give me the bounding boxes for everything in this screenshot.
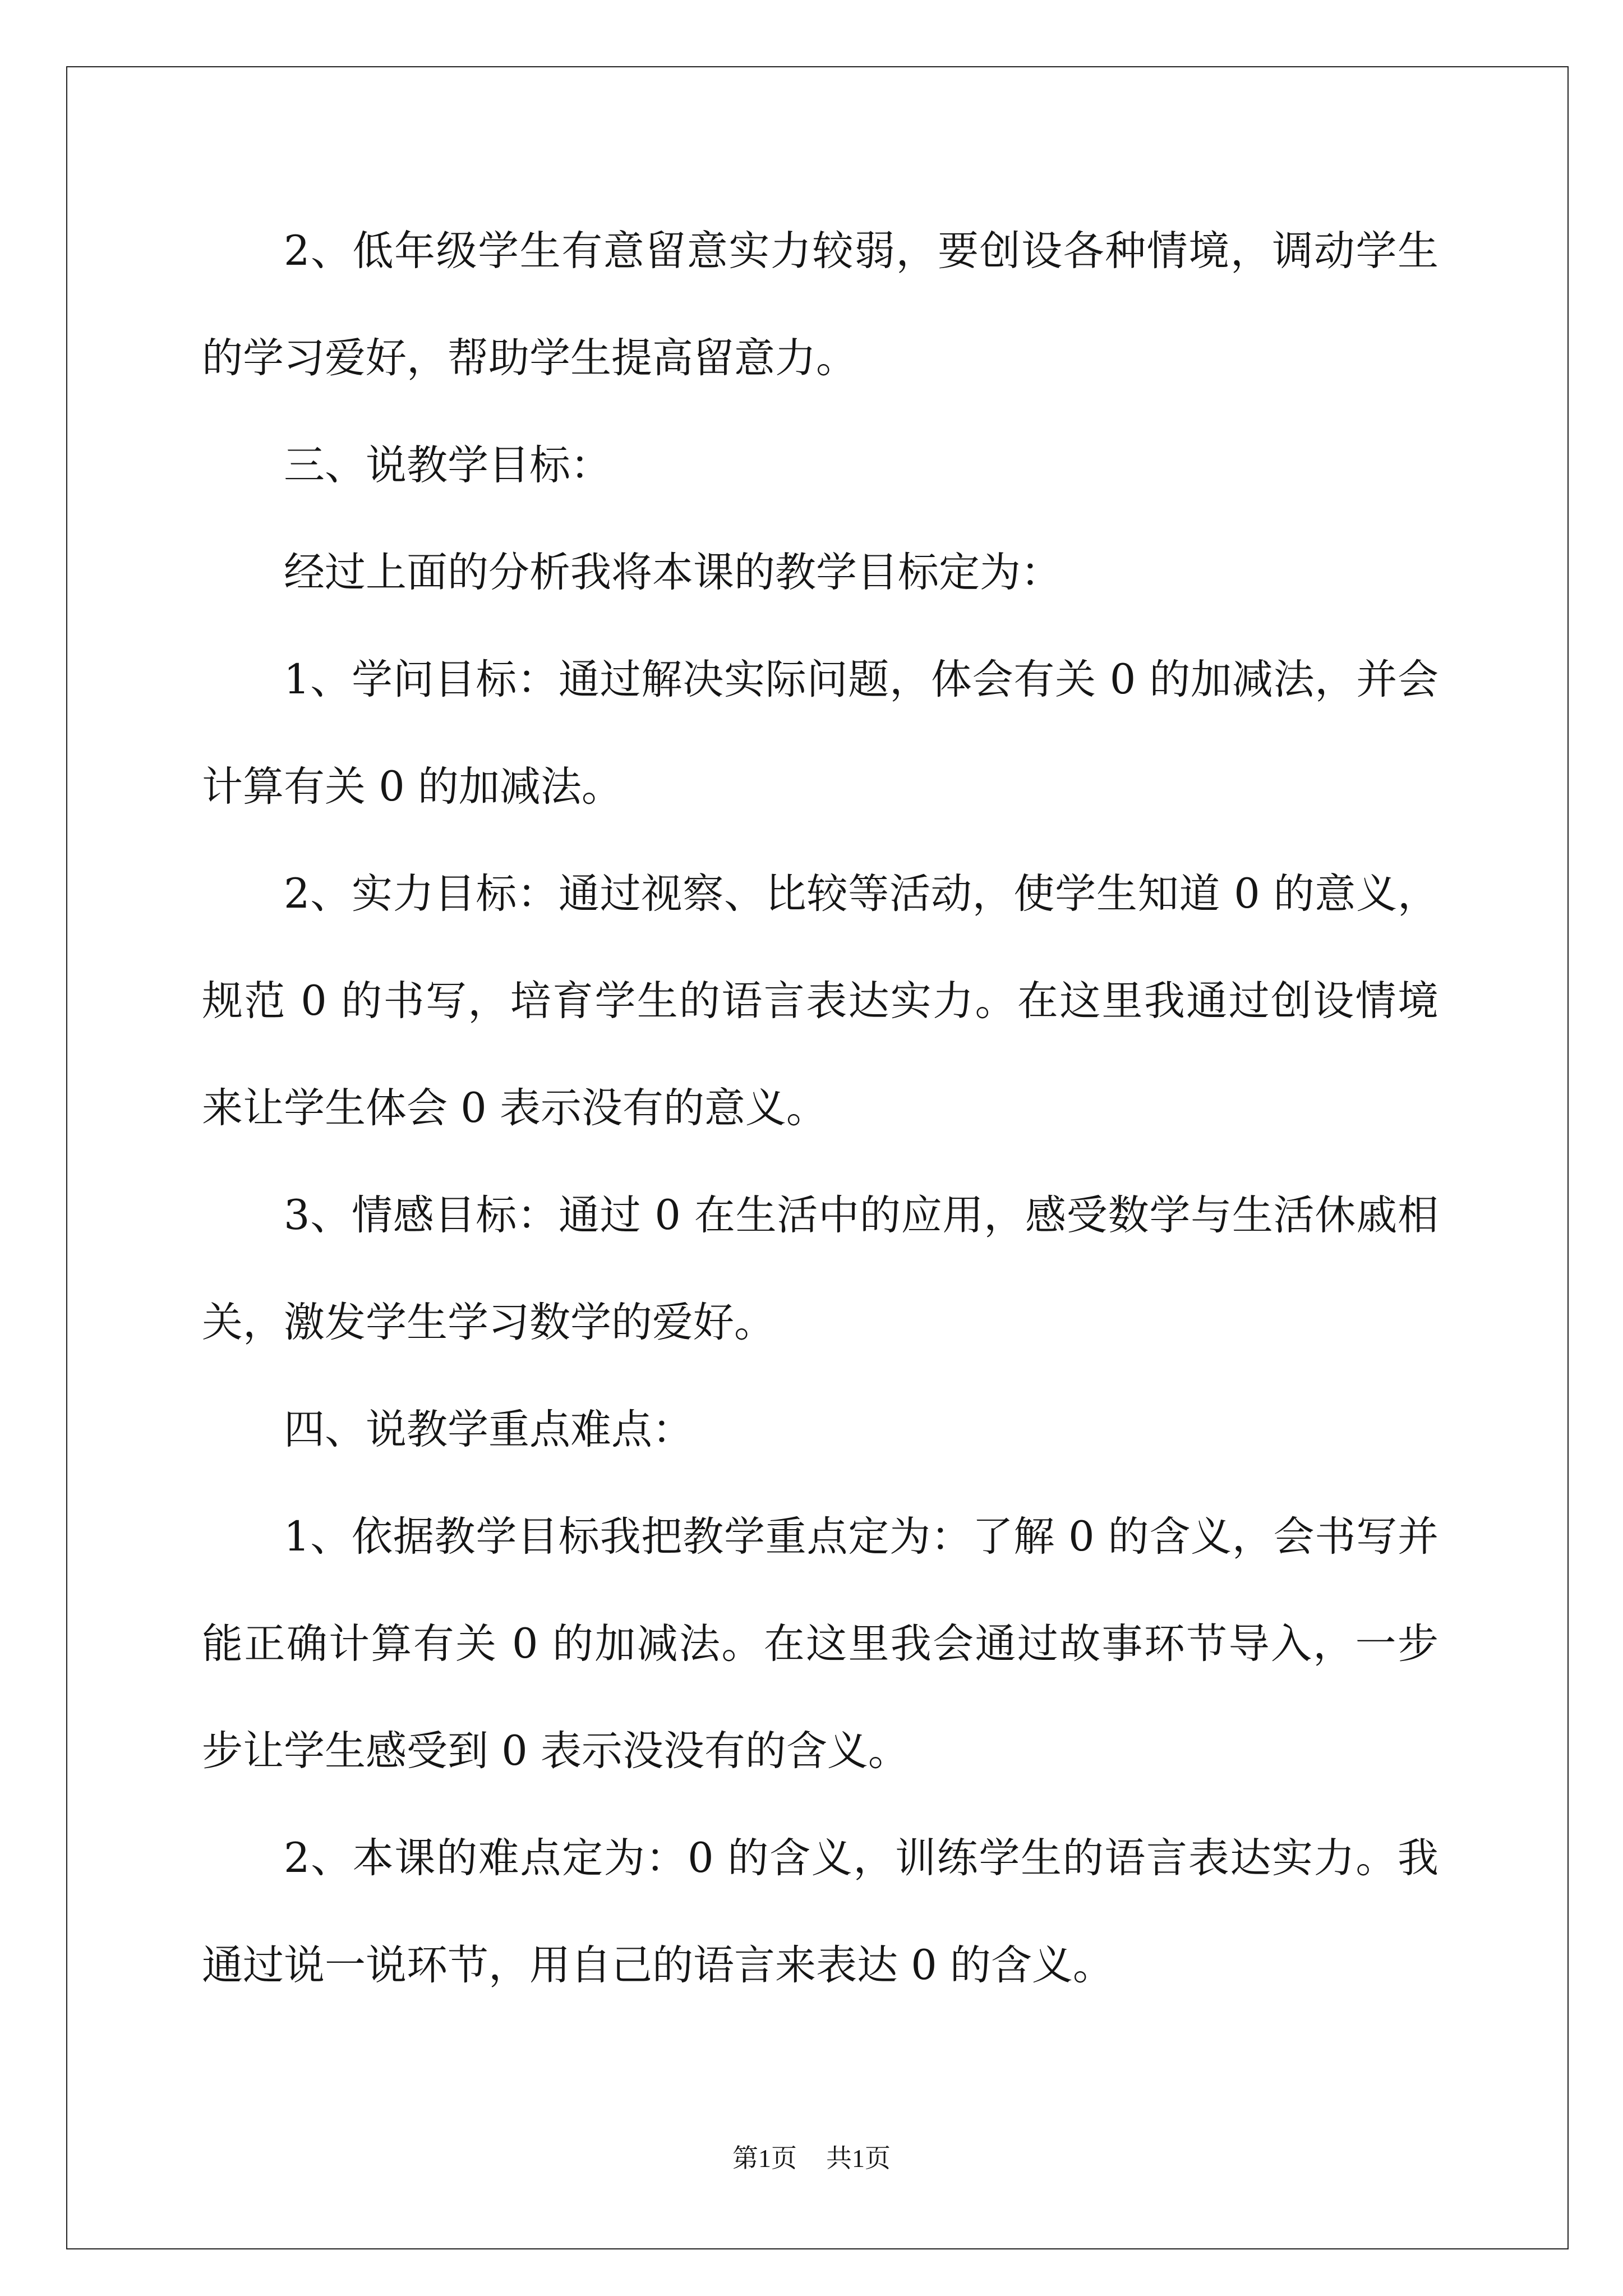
section-heading: 三、说教学目标： — [284, 441, 611, 489]
page-footer — [0, 2142, 1623, 2175]
paragraph: 3、情感目标：通过 0 在生活中的应用，感受数学与生活休戚相关，激发学生学习数学的爱好。 — [202, 1191, 1438, 1346]
paragraph: 2、低年级学生有意留意实力较弱，要创设各种情境，调动学生的学习爱好，帮助学生提高留意力。 — [202, 227, 1438, 382]
page-number: 第1页 — [732, 2144, 797, 2173]
page-total: 共1页 — [826, 2144, 891, 2173]
document-body — [202, 197, 1438, 2019]
paragraph: 1、依据教学目标我把教学重点定为：了解 0 的含义，会书写并能正确计算有关 0 的加减法。在这里我会通过故事环节导入，一步步让学生感受到 0 表示没没有的含义。 — [202, 1513, 1438, 1775]
paragraph: 经过上面的分析我将本课的教学目标定为： — [284, 549, 1062, 596]
section-heading: 四、说教学重点难点： — [284, 1406, 693, 1453]
paragraph: 1、学问目标：通过解决实际问题，体会有关 0 的加减法，并会计算有关 0 的加减法。 — [202, 656, 1438, 811]
paragraph: 2、实力目标：通过视察、比较等活动，使学生知道 0 的意义，规范 0 的书写，培育学生的语言表达实力。在这里我通过创设情境来让学生体会 0 表示没有的意义。 — [202, 870, 1438, 1132]
paragraph: 2、本课的难点定为：0 的含义，训练学生的语言表达实力。我通过说一说环节，用自己的语言来表达 0 的含义。 — [202, 1834, 1438, 1989]
